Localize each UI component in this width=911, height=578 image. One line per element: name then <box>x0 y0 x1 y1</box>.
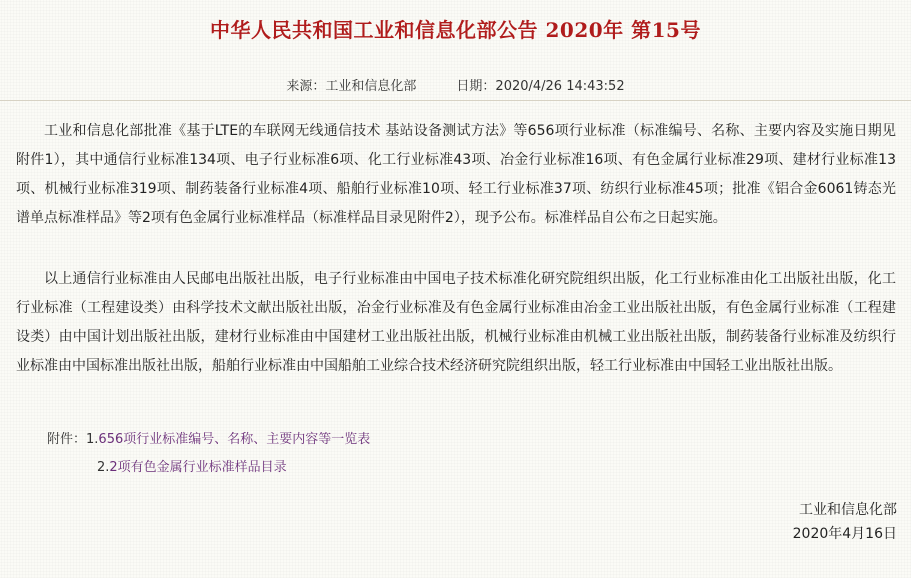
source-value: 工业和信息化部 <box>325 79 417 94</box>
attachment-number: 1. <box>86 432 99 447</box>
date-value: 2020/4/26 14:43:52 <box>495 79 625 94</box>
signature-org: 工业和信息化部 <box>799 502 897 518</box>
body-paragraph-2: 以上通信行业标准由人民邮电出版社出版，电子行业标准由中国电子技术标准化研究院组织出版，化工行业标准由化工出版社出版，化工行业标准（工程建设类）由科学技术文献出版社出版，冶金行业标准及有色金属行业标准由冶金工业出版社出版，有色金属行业标准（工程建设类）由中国计划出版社出版，建材行业标准由中国建材工业出版社出版，机械行业标准由机械工业出版社出版，制药装备行业标准及纺织行业标准由中国标准出版社出版，船舶行业标准由中国船舶工业综合技术经济研究院组织出版，轻工行业标准由中国轻工业出版社出版。 <box>16 271 896 374</box>
article-meta <box>0 75 911 94</box>
attachment-row-1 <box>47 428 370 447</box>
signature-date: 2020年4月16日 <box>792 526 897 542</box>
body-paragraph-1: 工业和信息化部批准《基于LTE的车联网无线通信技术 基站设备测试方法》等656项行业标准（标准编号、名称、主要内容及实施日期见附件1），其中通信行业标准134项、电子行业标准6项、化工行业标准43项、冶金行业标准16项、有色金属行业标准29项、建材行业标准13项、机械行业标准319项、制药装备行业标准4项、船舶行业标准10项、轻工行业标准37项、纺织行业标准45项；批准《铝合金6061铸态光谱单点标准样品》等2项有色金属行业标准样品（标准样品目录见附件2），现予公布。标准样品自公布之日起实施。 <box>16 123 896 226</box>
attachment-link-1[interactable]: 656项行业标准编号、名称、主要内容等一览表 <box>98 432 371 447</box>
attachments-label: 附件： <box>47 432 87 447</box>
source-label: 来源： <box>286 79 326 94</box>
attachment-row-2 <box>97 456 287 475</box>
attachment-link-2[interactable]: 2项有色金属行业标准样品目录 <box>109 460 287 475</box>
attachment-number: 2. <box>97 460 110 475</box>
header-divider <box>0 100 911 101</box>
page-title: 中华人民共和国工业和信息化部公告 2020年 第15号 <box>210 18 701 42</box>
date-label: 日期： <box>456 79 496 94</box>
